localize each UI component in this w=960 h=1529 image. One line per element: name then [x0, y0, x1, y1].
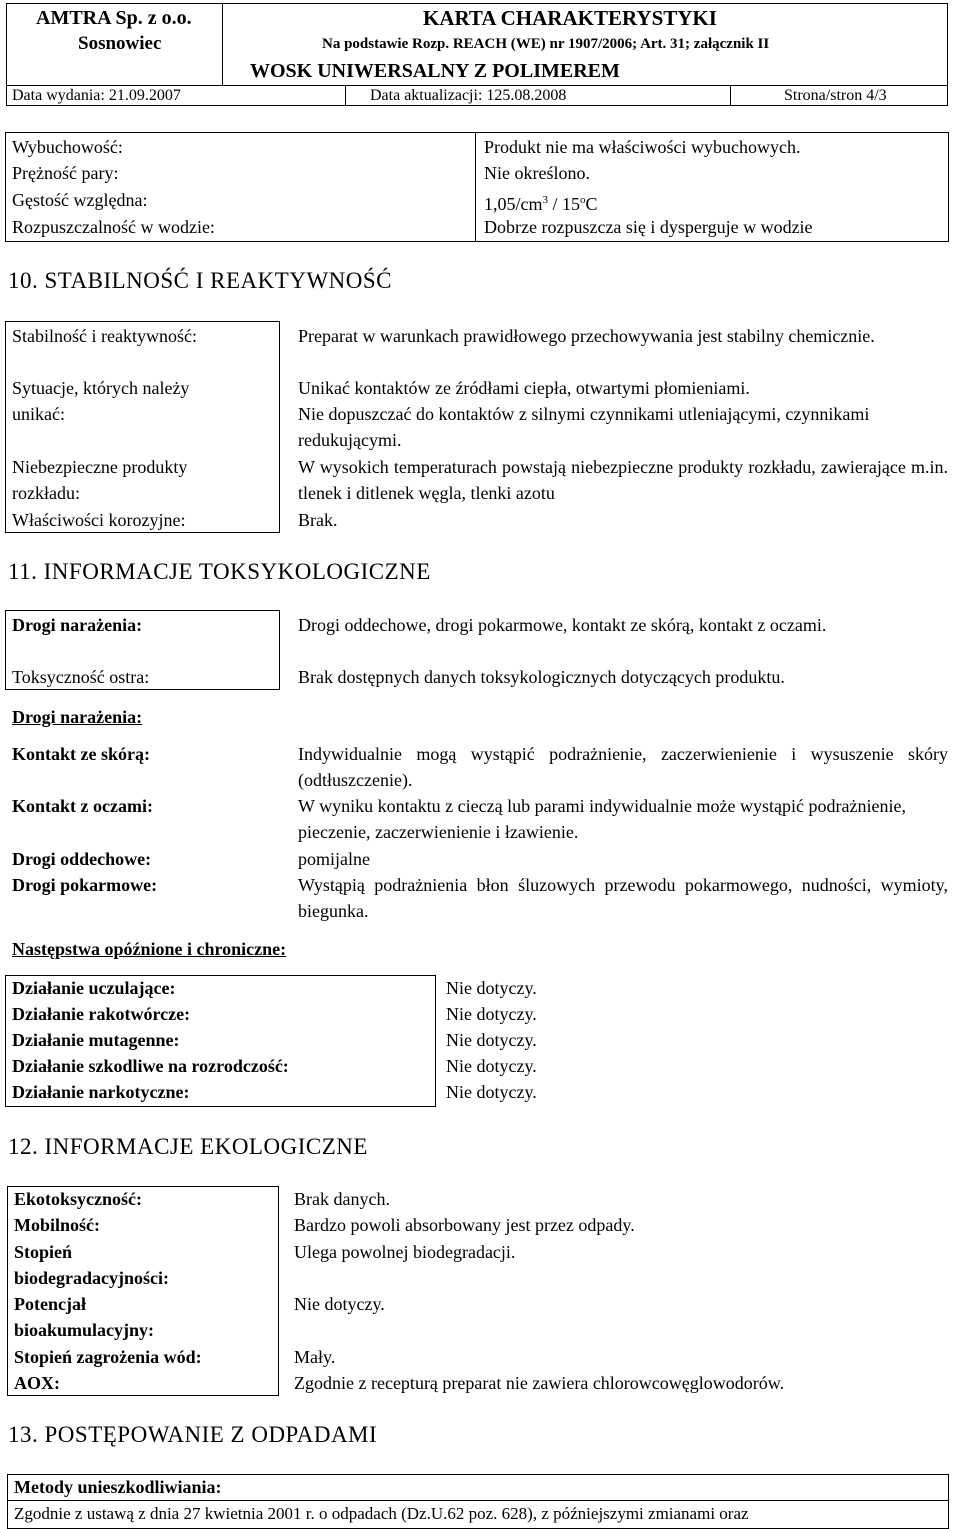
- ingestion-value: Wystąpią podrażnienia błon śluzowych przewodu pokarmowego, nudności, wymioty, biegunka.: [298, 875, 948, 921]
- narcotic-effect-label: Działanie narkotyczne:: [12, 1082, 190, 1102]
- bioaccumulation-label-line1: Potencjał: [14, 1294, 86, 1314]
- exposure-routes-heading: Drogi narażenia:: [12, 707, 143, 727]
- biodegradability-label-line1: Stopień: [14, 1242, 73, 1262]
- eye-contact-label: Kontakt z oczami:: [12, 796, 153, 816]
- skin-contact-value: Indywidualnie mogą wystąpić podrażnienie, zaczerwienienie i wysuszenie skóry (odtłuszczenie).: [298, 744, 948, 790]
- stability-value: Preparat w warunkach prawidłowego przechowywania jest stabilny chemicznie.: [298, 326, 875, 346]
- regulation-reference: Na podstawie Rozp. REACH (WE) nr 1907/2006; Art. 31; załącznik II: [322, 36, 770, 52]
- disposal-methods-value: Zgodnie z ustawą z dnia 27 kwietnia 2001 r. o odpadach (Dz.U.62 poz. 628), z późniejszymi zmianami oraz: [14, 1504, 749, 1523]
- chronic-effects-heading: Następstwa opóźnione i chroniczne:: [12, 939, 287, 959]
- corrosive-value: Brak.: [298, 510, 338, 530]
- avoid-value-1: Unikać kontaktów ze źródłami ciepła, otwartymi płomieniami.: [298, 378, 750, 398]
- aox-value: Zgodnie z recepturą preparat nie zawiera chlorowcowęglowodorów.: [294, 1373, 785, 1393]
- aox-label: AOX:: [14, 1373, 60, 1393]
- header-divider-vertical: [222, 3, 223, 85]
- stability-label: Stabilność i reaktywność:: [12, 326, 197, 346]
- water-hazard-label: Stopień zagrożenia wód:: [14, 1347, 202, 1367]
- corrosive-label: Właściwości korozyjne:: [12, 510, 186, 530]
- biodegradability-label-line2: biodegradacyjności:: [14, 1268, 169, 1288]
- inhalation-label: Drogi oddechowe:: [12, 849, 152, 869]
- mobility-value: Bardzo powoli absorbowany jest przez odpady.: [294, 1215, 635, 1235]
- carcinogenicity-value: Nie dotyczy.: [446, 1004, 537, 1024]
- solubility-label: Rozpuszczalność w wodzie:: [12, 217, 215, 237]
- section-11-title: 11. INFORMACJE TOKSYKOLOGICZNE: [8, 559, 431, 584]
- carcinogenicity-label: Działanie rakotwórcze:: [12, 1004, 191, 1024]
- acute-toxicity-value: Brak dostępnych danych toksykologicznych dotyczących produktu.: [298, 667, 785, 687]
- update-date: Data aktualizacji: 125.08.2008: [370, 87, 567, 104]
- solubility-value: Dobrze rozpuszcza się i dysperguje w wodzie: [484, 217, 813, 237]
- mutagenicity-value: Nie dotyczy.: [446, 1030, 537, 1050]
- relative-density-label: Gęstość względna:: [12, 190, 148, 210]
- narcotic-effect-value: Nie dotyczy.: [446, 1082, 537, 1102]
- acute-toxicity-label: Toksyczność ostra:: [12, 667, 150, 687]
- header-divider-date: [345, 85, 346, 106]
- bioaccumulation-value: Nie dotyczy.: [294, 1294, 385, 1314]
- decomposition-label-line1: Niebezpieczne produkty: [12, 457, 188, 477]
- water-hazard-value: Mały.: [294, 1347, 336, 1367]
- avoid-value-2: Nie dopuszczać do kontaktów z silnymi czynnikami utleniającymi, czynnikami redukującymi.: [298, 404, 870, 450]
- avoid-label-line1: Sytuacje, których należy: [12, 378, 190, 398]
- reproductive-toxicity-value: Nie dotyczy.: [446, 1056, 537, 1076]
- bioaccumulation-label-line2: bioakumulacyjny:: [14, 1320, 155, 1340]
- avoid-label-line2: unikać:: [12, 404, 65, 424]
- product-name: WOSK UNIWERSALNY Z POLIMEREM: [250, 60, 620, 82]
- section-13-title: 13. POSTĘPOWANIE Z ODPADAMI: [8, 1422, 378, 1447]
- skin-contact-label: Kontakt ze skórą:: [12, 744, 150, 764]
- decomposition-value: W wysokich temperaturach powstają niebezpieczne produkty rozkładu, zawierające m.in. tlenek i ditlenek węgla, tlenki azotu: [298, 457, 948, 503]
- disposal-methods-label: Metody unieszkodliwiania:: [14, 1477, 222, 1497]
- mobility-label: Mobilność:: [14, 1215, 101, 1235]
- section-10-title: 10. STABILNOŚĆ I REAKTYWNOŚĆ: [8, 268, 392, 293]
- ingestion-label: Drogi pokarmowe:: [12, 875, 158, 895]
- vapour-pressure-value: Nie określono.: [484, 163, 590, 183]
- section-12-title: 12. INFORMACJE EKOLOGICZNE: [8, 1134, 368, 1159]
- decomposition-label-line2: rozkładu:: [12, 483, 80, 503]
- mutagenicity-label: Działanie mutagenne:: [12, 1030, 180, 1050]
- vapour-pressure-label: Prężność pary:: [12, 163, 119, 183]
- sensitization-value: Nie dotyczy.: [446, 978, 537, 998]
- biodegradability-value: Ulega powolnej biodegradacji.: [294, 1242, 516, 1262]
- company-name: AMTRA Sp. z o.o.: [36, 7, 192, 29]
- header-divider-page: [730, 85, 731, 106]
- inhalation-value: pomijalne: [298, 849, 370, 869]
- document-title: KARTA CHARAKTERYSTYKI: [423, 6, 717, 30]
- reproductive-toxicity-label: Działanie szkodliwe na rozrodczość:: [12, 1056, 289, 1076]
- properties-divider: [475, 132, 476, 242]
- exposure-value: Drogi oddechowe, drogi pokarmowe, kontakt ze skórą, kontakt z oczami.: [298, 615, 827, 635]
- sensitization-label: Działanie uczulające:: [12, 978, 176, 998]
- ecotoxicity-label: Ekotoksyczność:: [14, 1189, 143, 1209]
- relative-density-value: $1,05/cm^3 / 15^oC$: [484, 194, 598, 214]
- explosive-value: Produkt nie ma właściwości wybuchowych.: [484, 137, 801, 157]
- explosive-label: Wybuchowość:: [12, 137, 123, 157]
- exposure-label: Drogi narażenia:: [12, 615, 143, 635]
- page-number: Strona/stron 4/3: [784, 87, 887, 104]
- company-city: Sosnowiec: [78, 33, 162, 54]
- eye-contact-value: W wyniku kontaktu z cieczą lub parami indywidualnie może wystąpić podrażnienie, pieczenie, zaczerwienienie i łzawienie.: [298, 796, 906, 842]
- ecotoxicity-value: Brak danych.: [294, 1189, 390, 1209]
- issue-date: Data wydania: 21.09.2007: [12, 87, 181, 104]
